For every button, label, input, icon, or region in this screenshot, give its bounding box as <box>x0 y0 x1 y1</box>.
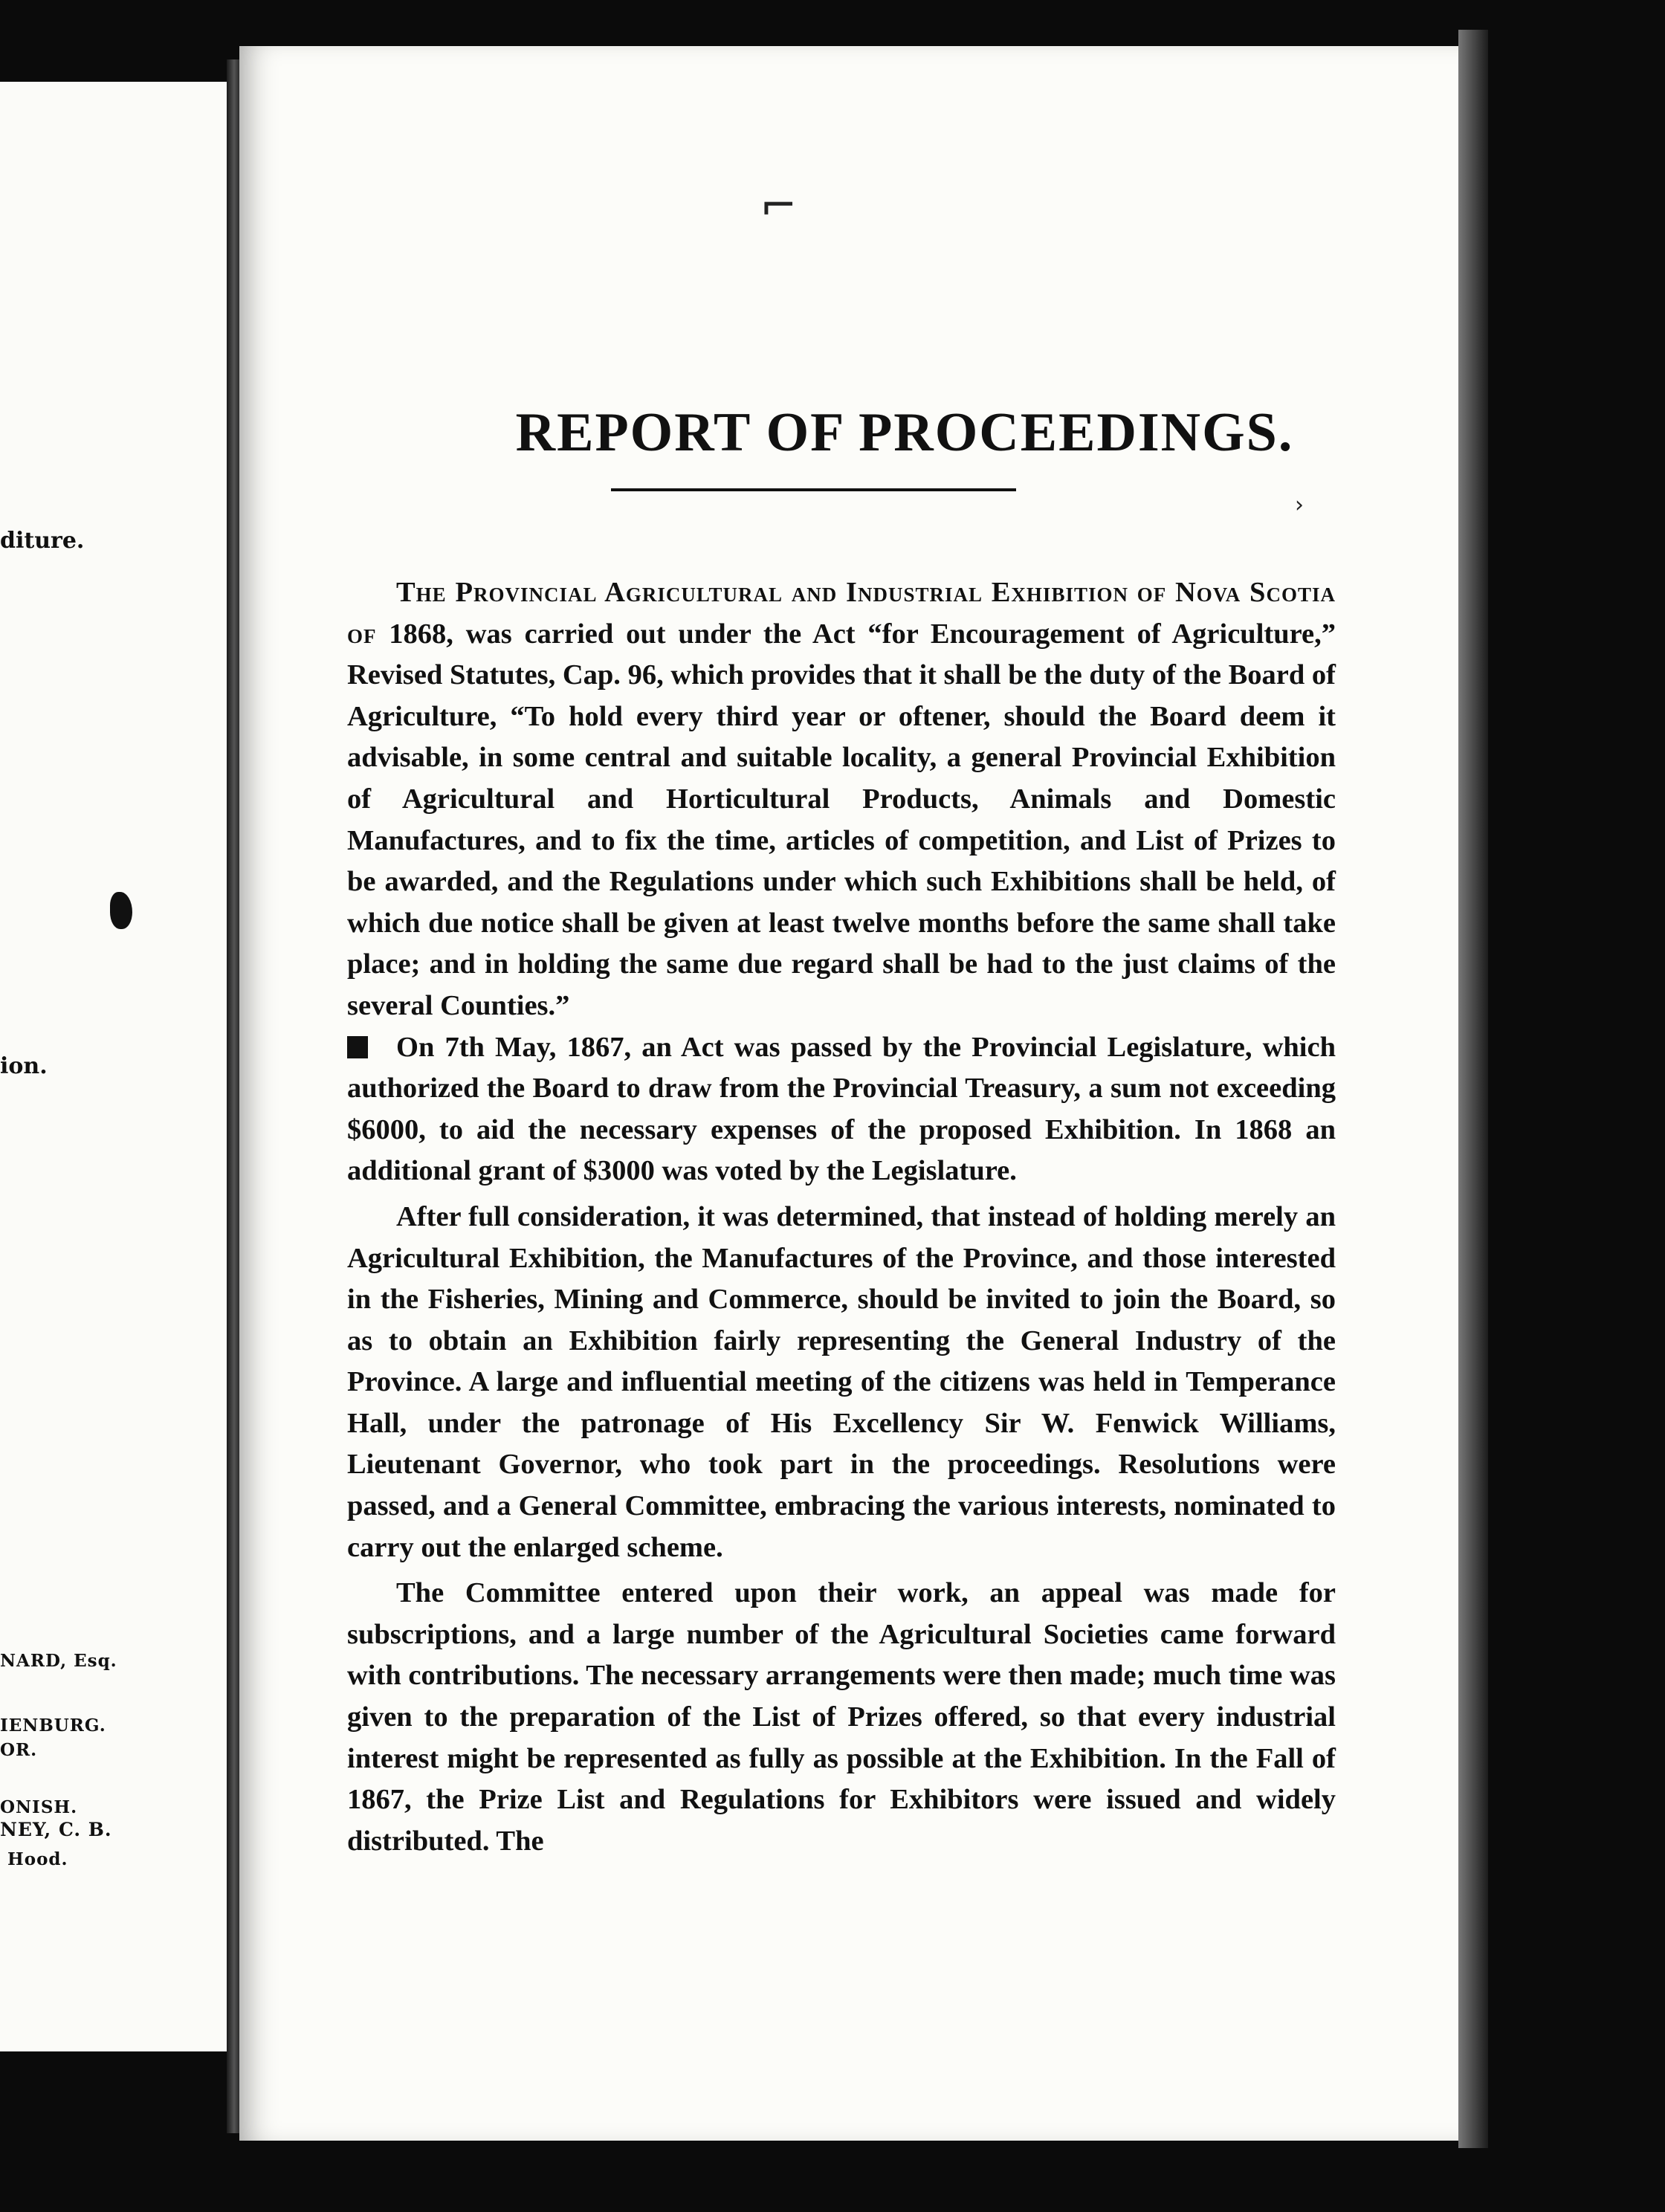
facing-page-fragment: NEY, C. B. <box>0 1819 112 1840</box>
title-rule <box>611 488 1016 491</box>
paragraph-marker <box>347 1036 368 1058</box>
page-edge <box>1458 30 1488 2148</box>
facing-page-fragment: ion. <box>0 1053 48 1079</box>
paragraph <box>347 572 1336 1027</box>
facing-page-fragment: ONISH. <box>0 1797 78 1817</box>
paragraph <box>347 1573 1336 1862</box>
facing-page-fragment: IENBURG. <box>0 1715 106 1736</box>
body-text <box>347 572 1336 1862</box>
facing-page-fragment: diture. <box>0 528 85 554</box>
paragraph-text: The Committee entered upon their work, an appeal was made for subscriptions, and a large number of the Agricultural Societies came forward with contributions. The necessary arrangements were then made; much time was given to the preparation of the List of Prizes offered, so that every industrial interest might be represented as fully as possible at the Exhibition. In the Fall of 1867, the Prize List and Regulations for Exhibitors were issued and widely distributed. The <box>347 1577 1336 1857</box>
paragraph-text: On 7th May, 1867, an Act was passed by the Provincial Legislature, which authorized the Board to draw from the Provincial Treasury, a sum not exceeding $6000, to aid the necessary expenses of the proposed Exhibition. In 1868 an additional grant of $3000 was voted by the Legislature. <box>347 1031 1336 1187</box>
book-page <box>239 46 1458 2141</box>
paragraph-text: 1868, was carried out under the Act “for Encouragement of Agriculture,” Revised Statutes, Cap. 96, which provides that it shall be the duty of the Board of Agriculture, “To hold every third year or oftener, should the Board deem it advisable, in some central and suitable locality, a general Provincial Exhibition of Agricultural and Horticultural Products, Animals and Domestic Manufactures, and to fix the time, articles of competition, and List of Prizes to be awarded, and the Regulations under which such Exhibitions shall be held, of which due notice shall be given at least twelve months before the same shall take place; and in holding the same due regard shall be had to the just claims of the several Counties.” <box>347 618 1336 1021</box>
paragraph-text: After full consideration, it was determined, that instead of holding merely an Agricultural Exhibition, the Manufactures of the Province, and those interested in the Fisheries, Mining and Commerce, should be invited to join the Board, so as to obtain an Exhibition fairly representing the General Industry of the Province. A large and influential meeting of the citizens was held in Temperance Hall, under the patronage of His Excellency Sir W. Fenwick Williams, Lieutenant Governor, who took part in the proceedings. Resolutions were passed, and a General Committee, embracing the various interests, nominated to carry out the enlarged scheme. <box>347 1200 1336 1563</box>
pencil-mark: › <box>1295 492 1304 518</box>
paragraph <box>347 1197 1336 1568</box>
facing-page-fragment: NARD, Esq. <box>0 1651 117 1671</box>
ink-blot <box>110 892 132 929</box>
page-title: REPORT OF PROCEEDINGS. <box>515 402 1294 463</box>
pencil-mark: ⌐ <box>760 180 798 232</box>
exhibition-name: The Provincial Agricultural and Industrial Exhibition of Nova Scotia of <box>347 577 1336 650</box>
facing-page-fragment: OR. <box>0 1740 38 1760</box>
paragraph <box>347 1027 1336 1192</box>
facing-page <box>0 82 228 2051</box>
facing-page-fragment: Hood. <box>7 1849 68 1869</box>
